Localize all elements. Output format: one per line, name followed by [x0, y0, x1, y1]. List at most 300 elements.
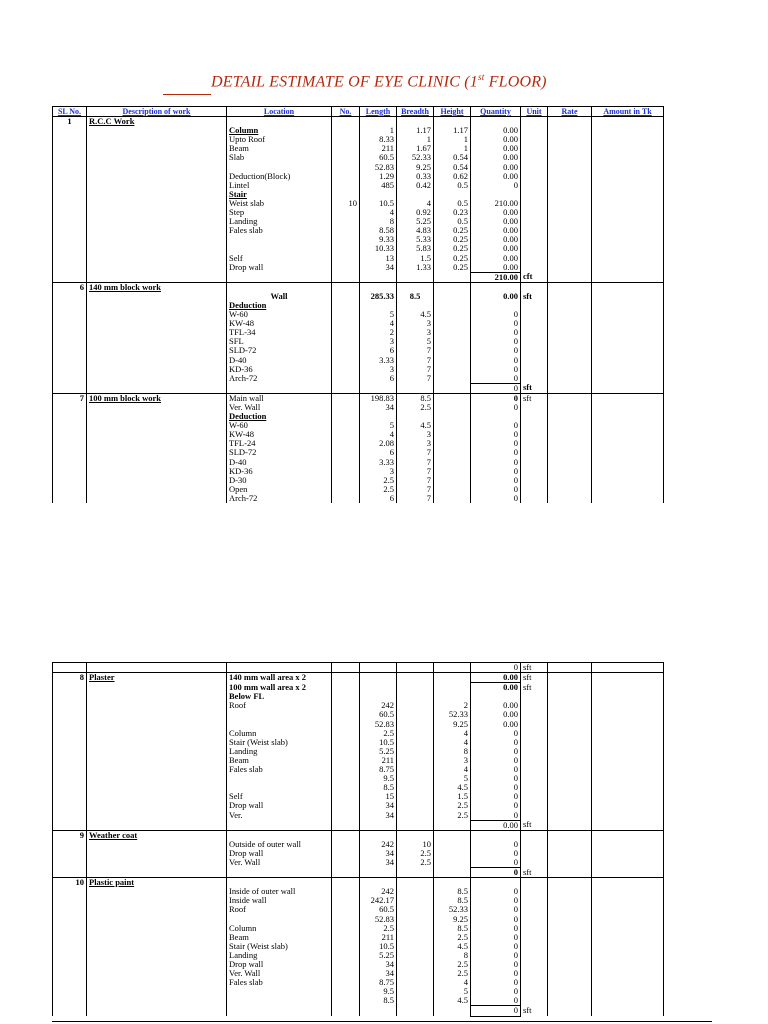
sl-cell	[53, 747, 87, 756]
height-cell: 1	[434, 144, 471, 153]
table-row	[53, 163, 664, 172]
amount-cell	[592, 673, 664, 683]
rate-cell	[548, 467, 592, 476]
quantity-cell: 0	[471, 915, 521, 924]
breadth-cell: 1.33	[397, 263, 434, 273]
location-cell: D-40	[227, 356, 332, 365]
no-cell	[332, 494, 360, 503]
rate-cell	[548, 208, 592, 217]
table-row	[53, 208, 664, 217]
amount-cell	[592, 978, 664, 987]
breadth-cell: 1	[397, 135, 434, 144]
quantity-cell: 0	[471, 969, 521, 978]
height-cell: 8.5	[434, 924, 471, 933]
height-cell: 8	[434, 951, 471, 960]
breadth-cell	[397, 747, 434, 756]
length-cell: 34	[360, 960, 397, 969]
rate-cell	[548, 263, 592, 273]
amount-cell	[592, 811, 664, 821]
unit-cell	[521, 226, 548, 235]
quantity-cell	[471, 301, 521, 310]
no-cell	[332, 346, 360, 355]
description-cell	[87, 765, 227, 774]
breadth-cell	[397, 878, 434, 888]
location-cell	[227, 820, 332, 830]
quantity-cell: 0	[471, 467, 521, 476]
no-cell	[332, 738, 360, 747]
rate-cell	[548, 849, 592, 858]
sl-cell	[53, 337, 87, 346]
amount-cell	[592, 310, 664, 319]
description-cell	[87, 337, 227, 346]
unit-cell	[521, 849, 548, 858]
location-cell: Roof	[227, 701, 332, 710]
location-cell: W-60	[227, 310, 332, 319]
sl-cell	[53, 811, 87, 821]
quantity-cell: 0	[471, 942, 521, 951]
quantity-cell: 0	[471, 765, 521, 774]
breadth-cell: 5.33	[397, 235, 434, 244]
quantity-cell: 0	[471, 393, 521, 403]
unit-cell	[521, 756, 548, 765]
amount-cell	[592, 430, 664, 439]
rate-cell	[548, 720, 592, 729]
amount-cell	[592, 346, 664, 355]
rate-cell	[548, 337, 592, 346]
location-cell: Step	[227, 208, 332, 217]
rate-cell	[548, 365, 592, 374]
rate-cell	[548, 738, 592, 747]
description-cell	[87, 747, 227, 756]
quantity-cell: 0	[471, 896, 521, 905]
no-cell	[332, 217, 360, 226]
table-row	[53, 792, 664, 801]
breadth-cell	[397, 933, 434, 942]
quantity-cell: 0.00	[471, 217, 521, 226]
no-cell	[332, 924, 360, 933]
amount-cell	[592, 144, 664, 153]
description-cell	[87, 811, 227, 821]
breadth-cell	[397, 987, 434, 996]
location-cell: Fales slab	[227, 978, 332, 987]
quantity-cell: 0	[471, 365, 521, 374]
rate-cell	[548, 840, 592, 849]
sl-cell	[53, 439, 87, 448]
description-cell	[87, 858, 227, 868]
location-cell: Landing	[227, 951, 332, 960]
description-cell	[87, 701, 227, 710]
location-cell: 100 mm wall area x 2	[227, 683, 332, 693]
location-cell: Beam	[227, 144, 332, 153]
location-cell: Ver. Wall	[227, 403, 332, 412]
length-cell: 34	[360, 849, 397, 858]
amount-cell	[592, 476, 664, 485]
table-row	[53, 858, 664, 868]
amount-cell	[592, 263, 664, 273]
location-cell: W-60	[227, 421, 332, 430]
sl-cell	[53, 485, 87, 494]
breadth-cell: 2.5	[397, 858, 434, 868]
sl-cell	[53, 301, 87, 310]
height-cell: 5	[434, 774, 471, 783]
length-cell: 6	[360, 494, 397, 503]
sl-cell	[53, 933, 87, 942]
quantity-cell: 0	[471, 346, 521, 355]
quantity-cell: 0	[471, 448, 521, 457]
location-cell: Outside of outer wall	[227, 840, 332, 849]
no-cell	[332, 244, 360, 253]
description-cell	[87, 720, 227, 729]
length-cell: 4	[360, 319, 397, 328]
rate-cell	[548, 896, 592, 905]
location-cell	[227, 163, 332, 172]
length-cell: 3	[360, 337, 397, 346]
no-cell	[332, 951, 360, 960]
quantity-cell: 0.00	[471, 226, 521, 235]
location-cell: Wall	[227, 292, 332, 301]
length-cell	[360, 830, 397, 840]
unit-cell	[521, 126, 548, 135]
height-cell	[434, 117, 471, 127]
unit-cell	[521, 915, 548, 924]
length-cell	[360, 868, 397, 878]
height-cell	[434, 820, 471, 830]
location-cell: Stair (Weist slab)	[227, 738, 332, 747]
amount-cell	[592, 915, 664, 924]
quantity-cell: 0	[471, 887, 521, 896]
quantity-cell: 0	[471, 756, 521, 765]
breadth-cell: 4.83	[397, 226, 434, 235]
breadth-cell	[397, 905, 434, 914]
height-cell	[434, 374, 471, 384]
rate-cell	[548, 978, 592, 987]
location-cell: Arch-72	[227, 374, 332, 384]
description-cell: 100 mm block work	[87, 393, 227, 403]
table-row	[53, 235, 664, 244]
sl-cell	[53, 887, 87, 896]
height-cell: 0.25	[434, 263, 471, 273]
table-row	[53, 172, 664, 181]
table-row	[53, 217, 664, 226]
location-cell: SLD-72	[227, 448, 332, 457]
sl-cell	[53, 217, 87, 226]
description-cell	[87, 144, 227, 153]
sl-cell	[53, 820, 87, 830]
breadth-cell: 7	[397, 346, 434, 355]
description-cell	[87, 905, 227, 914]
description-cell	[87, 849, 227, 858]
table-row	[53, 811, 664, 821]
breadth-cell: 7	[397, 365, 434, 374]
rate-cell	[548, 692, 592, 701]
sl-cell	[53, 263, 87, 273]
length-cell: 13	[360, 254, 397, 263]
sl-cell	[53, 765, 87, 774]
breadth-cell	[397, 915, 434, 924]
rate-cell	[548, 244, 592, 253]
length-cell: 10.5	[360, 199, 397, 208]
location-cell: Landing	[227, 747, 332, 756]
height-cell	[434, 337, 471, 346]
table-row	[53, 421, 664, 430]
no-cell	[332, 292, 360, 301]
height-cell: 2.5	[434, 960, 471, 969]
breadth-cell	[397, 960, 434, 969]
location-cell: Fales slab	[227, 226, 332, 235]
quantity-cell: 0	[471, 403, 521, 412]
no-cell	[332, 801, 360, 810]
rate-cell	[548, 924, 592, 933]
sl-cell	[53, 346, 87, 355]
location-cell: Inside wall	[227, 896, 332, 905]
sl-cell	[53, 365, 87, 374]
height-cell	[434, 673, 471, 683]
location-cell	[227, 996, 332, 1006]
location-cell: Column	[227, 126, 332, 135]
table-row	[53, 820, 664, 830]
quantity-cell	[471, 282, 521, 292]
no-cell	[332, 830, 360, 840]
amount-cell	[592, 199, 664, 208]
no-cell	[332, 135, 360, 144]
breadth-cell: 7	[397, 356, 434, 365]
height-cell: 0.54	[434, 163, 471, 172]
quantity-cell: 0.00	[471, 673, 521, 683]
unit-cell	[521, 117, 548, 127]
unit-cell	[521, 896, 548, 905]
sl-cell	[53, 458, 87, 467]
sl-cell	[53, 235, 87, 244]
height-cell	[434, 421, 471, 430]
height-cell: 2	[434, 701, 471, 710]
no-cell	[332, 467, 360, 476]
table-row	[53, 485, 664, 494]
length-cell: 10.5	[360, 738, 397, 747]
length-cell	[360, 282, 397, 292]
unit-cell	[521, 263, 548, 273]
height-cell	[434, 403, 471, 412]
quantity-cell: 0.00	[471, 126, 521, 135]
description-cell	[87, 783, 227, 792]
location-cell: Column	[227, 729, 332, 738]
title-text: DETAIL ESTIMATE OF EYE CLINIC (1st FLOOR)	[211, 72, 547, 91]
no-cell	[332, 878, 360, 888]
no-cell	[332, 310, 360, 319]
description-cell	[87, 263, 227, 273]
rate-cell	[548, 144, 592, 153]
no-cell	[332, 720, 360, 729]
quantity-cell: 0	[471, 868, 521, 878]
quantity-cell: 0.00	[471, 820, 521, 830]
no-cell	[332, 301, 360, 310]
description-cell	[87, 887, 227, 896]
no-cell	[332, 208, 360, 217]
no-cell	[332, 448, 360, 457]
amount-cell	[592, 181, 664, 190]
quantity-cell: 0	[471, 849, 521, 858]
location-cell: Lintel	[227, 181, 332, 190]
table-row	[53, 774, 664, 783]
table-row	[53, 673, 664, 683]
sl-cell	[53, 783, 87, 792]
unit-cell	[521, 747, 548, 756]
location-cell: Drop wall	[227, 263, 332, 273]
sl-cell	[53, 996, 87, 1006]
length-cell: 242	[360, 840, 397, 849]
rate-cell	[548, 393, 592, 403]
location-cell: Ver.	[227, 811, 332, 821]
header-row	[53, 107, 664, 117]
breadth-cell: 1.5	[397, 254, 434, 263]
no-cell	[332, 663, 360, 673]
unit-cell	[521, 710, 548, 719]
rate-cell	[548, 383, 592, 393]
rate-cell	[548, 439, 592, 448]
length-cell: 1	[360, 126, 397, 135]
amount-cell	[592, 226, 664, 235]
unit-cell	[521, 190, 548, 199]
length-cell: 211	[360, 144, 397, 153]
unit-cell	[521, 144, 548, 153]
breadth-cell	[397, 896, 434, 905]
quantity-cell: 0.00	[471, 244, 521, 253]
table-row	[53, 987, 664, 996]
description-cell	[87, 365, 227, 374]
length-cell: 2.5	[360, 729, 397, 738]
no-cell	[332, 792, 360, 801]
amount-cell	[592, 820, 664, 830]
breadth-cell	[397, 117, 434, 127]
quantity-cell: 0	[471, 1006, 521, 1016]
height-cell	[434, 458, 471, 467]
rate-cell	[548, 421, 592, 430]
breadth-cell: 0.42	[397, 181, 434, 190]
amount-cell	[592, 858, 664, 868]
no-cell	[332, 783, 360, 792]
description-cell	[87, 969, 227, 978]
height-cell	[434, 485, 471, 494]
unit-cell	[521, 135, 548, 144]
unit-cell: sft	[521, 673, 548, 683]
location-cell	[227, 783, 332, 792]
length-cell: 3	[360, 365, 397, 374]
length-cell: 6	[360, 448, 397, 457]
amount-cell	[592, 840, 664, 849]
description-cell: R.C.C Work	[87, 117, 227, 127]
amount-cell	[592, 738, 664, 747]
estimate-table-part1	[52, 106, 664, 503]
location-cell: Landing	[227, 217, 332, 226]
table-row	[53, 181, 664, 190]
location-cell: Slab	[227, 153, 332, 162]
header-no: No.	[332, 107, 360, 117]
unit-cell: sft	[521, 393, 548, 403]
description-cell	[87, 199, 227, 208]
location-cell: Arch-72	[227, 494, 332, 503]
rate-cell	[548, 729, 592, 738]
rate-cell	[548, 412, 592, 421]
breadth-cell: 7	[397, 458, 434, 467]
unit-cell	[521, 887, 548, 896]
amount-cell	[592, 393, 664, 403]
breadth-cell	[397, 942, 434, 951]
unit-cell	[521, 244, 548, 253]
table-row	[53, 840, 664, 849]
breadth-cell: 7	[397, 476, 434, 485]
table-row	[53, 663, 664, 673]
no-cell	[332, 756, 360, 765]
table-row	[53, 765, 664, 774]
rate-cell	[548, 494, 592, 503]
length-cell	[360, 878, 397, 888]
unit-cell	[521, 163, 548, 172]
sl-cell	[53, 144, 87, 153]
rate-cell	[548, 356, 592, 365]
length-cell: 285.33	[360, 292, 397, 301]
unit-cell	[521, 439, 548, 448]
unit-cell	[521, 494, 548, 503]
unit-cell	[521, 996, 548, 1006]
no-cell	[332, 263, 360, 273]
location-cell: KD-36	[227, 365, 332, 374]
quantity-cell: 0.00	[471, 208, 521, 217]
table-row	[53, 430, 664, 439]
unit-cell	[521, 374, 548, 384]
sl-cell	[53, 163, 87, 172]
breadth-cell	[397, 801, 434, 810]
no-cell	[332, 710, 360, 719]
table-row	[53, 448, 664, 457]
sl-cell: 6	[53, 282, 87, 292]
description-cell	[87, 272, 227, 282]
header-quantity: Quantity	[471, 107, 521, 117]
no-cell	[332, 458, 360, 467]
length-cell: 34	[360, 801, 397, 810]
table-row	[53, 849, 664, 858]
description-cell	[87, 448, 227, 457]
table-row	[53, 117, 664, 127]
sl-cell	[53, 969, 87, 978]
amount-cell	[592, 485, 664, 494]
location-cell: Main wall	[227, 393, 332, 403]
description-cell	[87, 153, 227, 162]
sl-cell	[53, 720, 87, 729]
rate-cell	[548, 765, 592, 774]
quantity-cell: 0	[471, 924, 521, 933]
unit-cell	[521, 172, 548, 181]
height-cell: 9.25	[434, 915, 471, 924]
location-cell	[227, 282, 332, 292]
length-cell: 34	[360, 811, 397, 821]
height-cell	[434, 319, 471, 328]
location-cell: TFL-34	[227, 328, 332, 337]
unit-cell	[521, 840, 548, 849]
page-bottom-rule	[52, 1021, 712, 1022]
rate-cell	[548, 673, 592, 683]
no-cell	[332, 858, 360, 868]
length-cell	[360, 820, 397, 830]
no-cell	[332, 849, 360, 858]
length-cell: 9.5	[360, 987, 397, 996]
height-cell	[434, 683, 471, 693]
table-row	[53, 683, 664, 693]
breadth-cell	[397, 1006, 434, 1016]
header-height: Height	[434, 107, 471, 117]
height-cell: 5	[434, 987, 471, 996]
height-cell	[434, 439, 471, 448]
sl-cell	[53, 1006, 87, 1016]
amount-cell	[592, 365, 664, 374]
